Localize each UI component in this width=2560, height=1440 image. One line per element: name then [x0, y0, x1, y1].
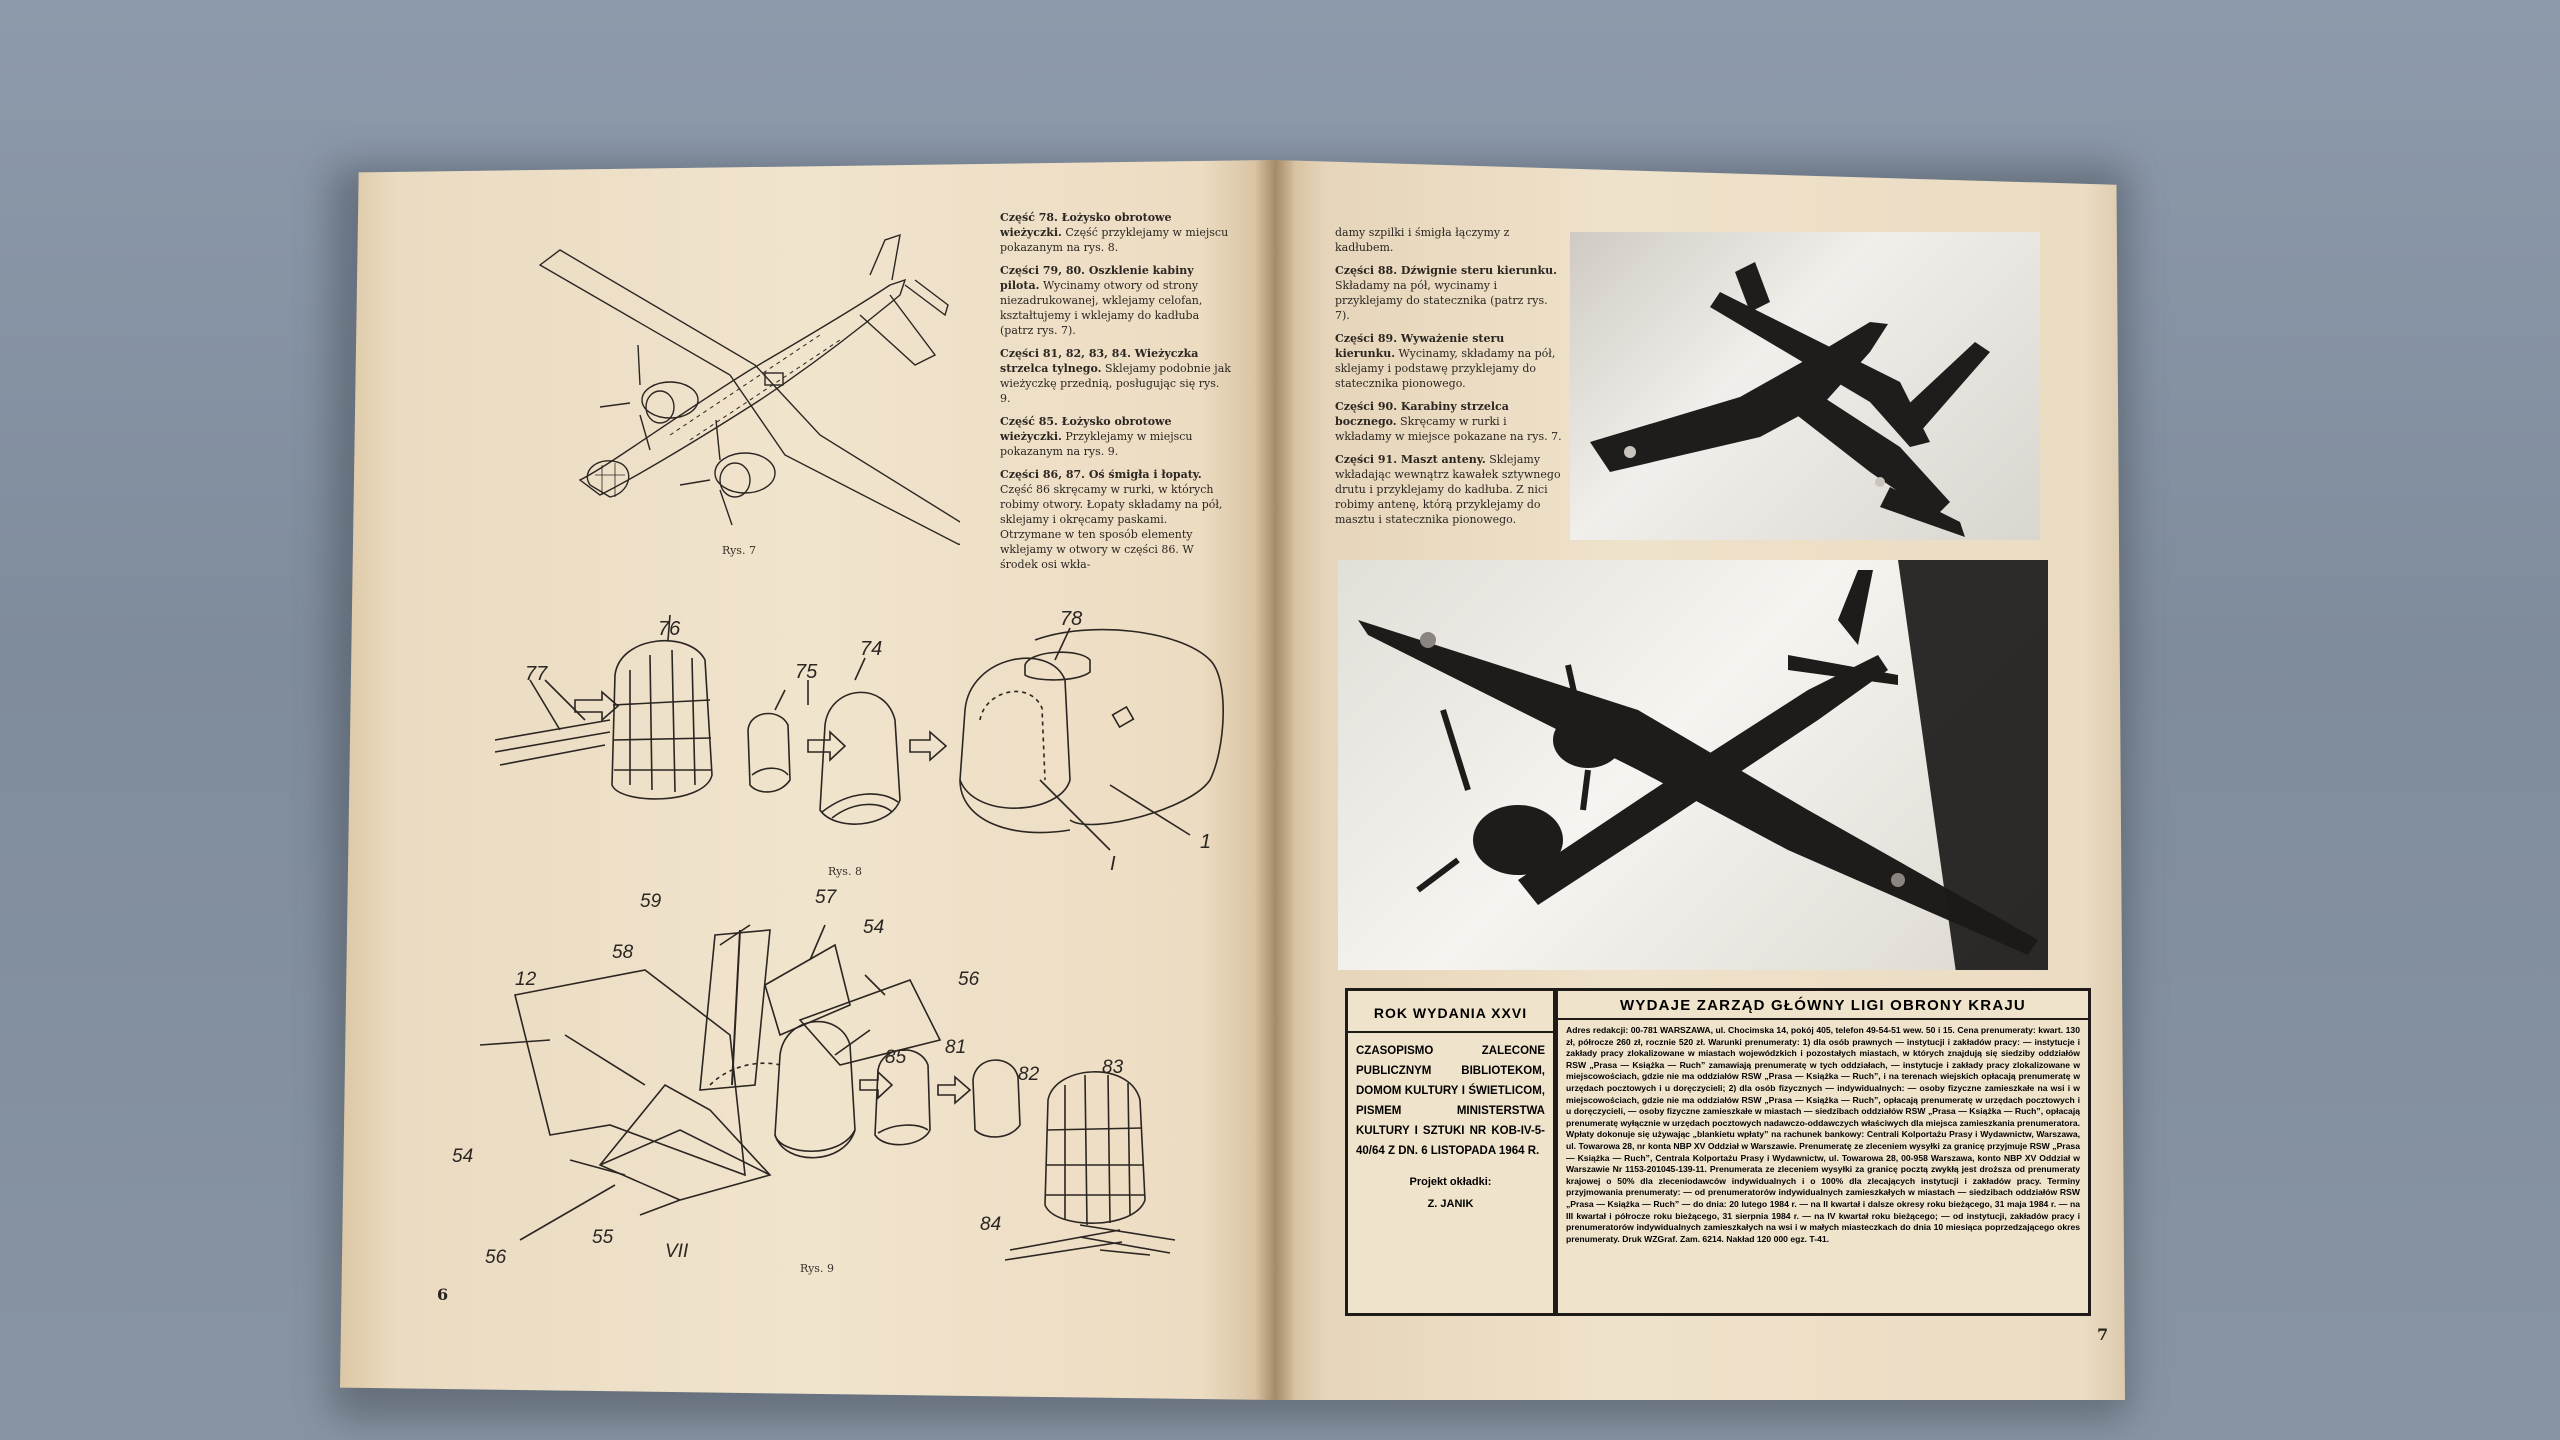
figure-9-tail-turret-drawing — [440, 885, 1230, 1270]
fig8-label: 74 — [860, 638, 883, 660]
imprint-left-body: CZASOPISMO ZALECONE PUBLICZNYM BIBLIOTEKOM, DOMOM KULTURY I ŚWIETLICOM, PISMEM MINISTERSTWA KULTURY I SZTUKI NR KOB-IV-5-40/64 Z DN. 6 LISTOPADA 1964 R. — [1356, 1045, 1545, 1157]
text-block: Części 88. Dźwignie steru kierunku. Składamy na pół, wycinamy i przyklejamy do statecznika (patrz rys. 7). — [1335, 264, 1557, 322]
text-block: damy szpilki i śmigła łączymy z kadłubem. — [1335, 226, 1510, 254]
text-block: Części 91. Maszt anteny. Sklejamy wkładając wewnątrz kawałek sztywnego drutu i przyklejamy do kadłuba. Z nici robimy antenę, którą przyklejamy do masztu i statecznika pionowego. — [1335, 453, 1561, 526]
figure-9-caption: Rys. 9 — [800, 1262, 834, 1275]
text-block: Części 89. Wyważenie steru kierunku. Wycinamy, składamy na pół, sklejamy i podstawę przyklejamy do statecznika pionowego. — [1335, 332, 1556, 390]
fig9-label: 82 — [1018, 1064, 1040, 1085]
fig8-label: I — [1110, 853, 1116, 875]
model-photo-bottom — [1338, 560, 2048, 970]
publisher-header: WYDAJE ZARZĄD GŁÓWNY LIGI OBRONY KRAJU — [1558, 991, 2088, 1020]
fig9-label: 59 — [640, 891, 662, 912]
right-text-column — [1335, 225, 1563, 535]
fig9-label: 84 — [980, 1214, 1002, 1235]
cover-credit — [1348, 1171, 1553, 1215]
fig9-label: 56 — [958, 969, 980, 990]
fig9-label: 81 — [945, 1037, 967, 1058]
figure-8-caption: Rys. 8 — [828, 865, 862, 878]
fig8-label: 77 — [525, 663, 548, 685]
figure-7-caption: Rys. 7 — [722, 544, 756, 557]
figure-8-turret-drawing — [490, 580, 1250, 880]
fig8-label: 75 — [795, 661, 818, 683]
figure-7-aircraft-drawing — [520, 225, 960, 545]
imprint-right-box — [1555, 988, 2091, 1316]
fig9-label: VII — [665, 1241, 689, 1262]
fig9-label: 85 — [885, 1047, 907, 1068]
imprint-year-title: ROK WYDANIA XXVI — [1348, 991, 1553, 1033]
text-block: Części 79, 80. Oszklenie kabiny pilota. Wycinamy otwory od strony niezadrukowanej, wklejamy celofan, kształtujemy i wklejamy do kadłuba (patrz rys. 7). — [1000, 264, 1203, 337]
fig9-label: 56 — [485, 1247, 507, 1268]
text-block: Części 90. Karabiny strzelca bocznego. Skręcamy w rurki i wkładamy w miejsce pokazane na rys. 7. — [1335, 400, 1562, 443]
fig9-label: 83 — [1102, 1057, 1124, 1078]
fig8-label: 1 — [1200, 831, 1212, 853]
right-page-number: 7 — [2097, 1325, 2109, 1344]
left-page-number: 6 — [437, 1285, 449, 1304]
text-block: Części 81, 82, 83, 84. Wieżyczka strzelca tylnego. Sklejamy podobnie jak wieżyczkę przednią, posługując się rys. 9. — [1000, 347, 1231, 405]
text-block: Części 86, 87. Oś śmigła i łopaty. Część 86 skręcamy w rurki, w których robimy otwory. Łopaty składamy na pół, sklejamy i okręcamy paskami. Otrzymane w ten sposób elementy wklejamy w otwory w części 86. W środek osi wkła- — [1000, 468, 1223, 571]
imprint-left-box — [1345, 988, 1556, 1316]
fig9-label: 54 — [863, 917, 885, 938]
fig8-label: 78 — [1060, 608, 1083, 630]
model-photo-top — [1570, 232, 2040, 540]
text-block: Część 85. Łożysko obrotowe wieżyczki. Przyklejamy w miejscu pokazanym na rys. 9. — [1000, 415, 1193, 458]
fig8-label: 76 — [658, 618, 681, 640]
fig9-label: 54 — [452, 1146, 474, 1167]
cover-credit-name: Z. JANIK — [1427, 1198, 1474, 1210]
left-text-column — [1000, 210, 1232, 580]
text-block: Część 78. Łożysko obrotowe wieżyczki. Część przyklejamy w miejscu pokazanym na rys. 8. — [1000, 211, 1229, 254]
fig9-label: 12 — [515, 969, 537, 990]
fig9-label: 58 — [612, 942, 634, 963]
book-gutter — [1255, 160, 1295, 1400]
fig9-label: 57 — [815, 887, 837, 908]
cover-credit-label: Projekt okładki: — [1409, 1176, 1492, 1188]
publisher-details: Adres redakcji: 00-781 WARSZAWA, ul. Chocimska 14, pokój 405, telefon 49-54-51 wew. 50 i 15. Cena prenumeraty: kwart. 130 zł, półrocze 260 zł, rocznie 520 zł. Warunki prenumeraty: 1) dla osób prawnych — instytucji i zakładów pracy: — instytucje i zakłady pracy zlokalizowane w miastach wojewódzkich i pozostałych miastach, w których znajdują się siedziby oddziałów RSW „Prasa — Książka — Ruch” zamawiają prenumeratę w tych oddziałach, — instytucje i zakłady pracy zlokalizowane w miejscowościach, gdzie nie ma oddziałów RSW „Prasa — Książka — Ruch”, i na terenach wiejskich opłacają prenumeratę w urzędach pocztowych i u doręczycieli; 2) dla osób fizycznych — indywidualnych: — osoby fizyczne zamieszkałe na wsi i w miejscowościach, gdzie nie ma oddziałów RSW „Prasa — Książka — Ruch”, opłacają prenumeratę w urzędach pocztowych i u doręczycieli, — osoby fizyczne zamieszkałe w miastach — siedzibach oddziałów RSW „Prasa — Książka — Ruch”, opłacają prenumeratę wyłącznie w urzędach pocztowych nadawczo-oddawczych właściwych dla miejsca zamieszkania prenumeratora. Wpłaty dokonuje się używając „blankietu wpłaty” na rachunek bankowy: Centrali Kolportażu Prasy i Wydawnictw, Warszawa, ul. Towarowa 28, nr konta NBP XV Oddział w Warszawie. Prenumeratę ze zleceniem wysyłki za granicę przyjmuje RSW „Prasa — Książka — Ruch”, Centrala Kolportażu Prasy i Wydawnictw, ul. Towarowa 28, 00-958 Warszawa, konto NBP XV Oddział w Warszawie Nr 1153-201045-139-11. Prenumerata ze zleceniem wysyłki za granicę pocztą zwykłą jest droższa od prenumeraty krajowej o 50% dla zleceniodawców indywidualnych i o 100% dla zlecających instytucji i zakładów pracy. Terminy przyjmowania prenumeraty: — od prenumeratorów indywidualnych zamieszkałych w miastach — siedzibach oddziałów RSW „Prasa — Książka — Ruch” — do dnia: 20 lutego 1984 r. — na II kwartał i dalsze okresy roku bieżącego, 31 maja 1984 r. — na III kwartał i półrocze roku bieżącego, 31 sierpnia 1984 r. — na IV kwartał roku bieżącego; — od instytucji, zakładów pracy i prenumeratorów indywidualnych zamieszkałych na wsi i w małych miasteczkach do dnia 10 miesiąca poprzedzającego okres prenumeraty. Druk WZGraf. Zam. 6214. Nakład 120 000 egz. T-41. — [1566, 1025, 2080, 1244]
fig9-label: 55 — [592, 1227, 614, 1248]
